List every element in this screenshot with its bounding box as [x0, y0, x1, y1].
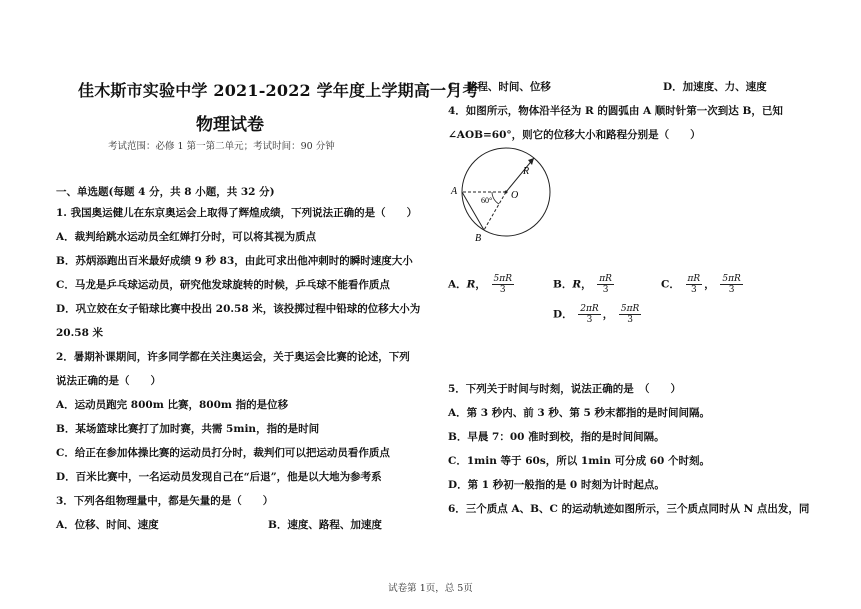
question-4-cont: ∠AOB=60°，则它的位移大小和路程分别是（ ）: [448, 129, 701, 141]
question-1-option-d-cont: 20.58 米: [56, 327, 104, 339]
frac-den: 3: [691, 285, 697, 295]
question-3-option-b: B．速度、路程、加速度: [268, 519, 382, 531]
frac-num: 5πR: [493, 274, 512, 284]
frac-num: 2πR: [580, 304, 599, 314]
option-b-comma: ，: [581, 278, 592, 291]
option-b-r: R: [572, 278, 582, 291]
question-1-option-c: C．马龙是乒乓球运动员，研究他发球旋转的时候，乒乓球不能看作质点: [56, 279, 390, 291]
question-5: 5．下列关于时间与时刻，说法正确的是 （ ）: [448, 383, 682, 395]
question-2-option-d: D．百米比赛中，一名运动员发现自己在“后退”，他是以大地为参考系: [56, 471, 382, 483]
angle-arc: [492, 192, 499, 204]
page-footer: 试卷第 1页，总 5页: [388, 583, 473, 594]
question-5-option-a: A．第 3 秒内、前 3 秒、第 5 秒末都指的是时间间隔。: [448, 407, 710, 419]
exam-subtitle: 物理试卷: [196, 115, 264, 135]
label-o: O: [511, 190, 519, 201]
option-c-comma: ，: [704, 278, 715, 291]
question-5-option-c: C．1min 等于 60s，所以 1min 可分成 60 个时刻。: [448, 455, 711, 467]
option-b-fraction: [597, 274, 614, 295]
question-3-option-a: A．位移、时间、速度: [56, 519, 159, 531]
question-2-cont: 说法正确的是（ ）: [56, 375, 161, 387]
label-a: A: [451, 186, 458, 197]
exam-title: 佳木斯市实验中学 2021-2022 学年度上学期高一月考: [78, 81, 479, 100]
question-2-option-a: A．运动员跑完 800m 比赛，800m 指的是位移: [56, 399, 289, 411]
section-heading: 一、单选题(每题 4 分，共 8 小题，共 32 分): [56, 186, 275, 198]
option-b-label: B．: [553, 278, 573, 291]
center-point: [505, 191, 508, 194]
option-a-r: R: [466, 278, 476, 291]
option-d-comma: ，: [602, 308, 614, 321]
frac-den: 3: [627, 315, 633, 325]
label-b: B: [475, 233, 482, 244]
question-2-option-b: B．某场篮球比赛打了加时赛，共需 5min，指的是时间: [56, 423, 320, 435]
question-1-option-d: D．巩立姣在女子铅球比赛中投出 20.58 米，该投掷过程中铅球的位移大小为: [56, 303, 421, 315]
option-a-fraction: [492, 274, 514, 295]
question-4-option-c: [661, 274, 745, 295]
radius-r: [506, 158, 534, 192]
question-4: 4．如图所示，物体沿半径为 R 的圆弧由 A 顺时针第一次到达 B，已知: [448, 105, 783, 117]
option-d-fraction-2: [619, 304, 641, 325]
frac-num: πR: [599, 274, 612, 284]
question-4-option-d: [553, 304, 643, 325]
option-a-label: A．: [448, 278, 467, 291]
option-c-fraction-1: [686, 274, 703, 295]
question-2: 2．暑期补课期间，许多同学都在关注奥运会，关于奥运会比赛的论述，下列: [56, 351, 410, 363]
label-angle: 60°: [481, 196, 493, 205]
frac-den: 3: [499, 285, 506, 295]
option-d-label: D．: [553, 308, 573, 321]
frac-num: 5πR: [620, 304, 640, 314]
question-3-option-d: D．加速度、力、速度: [663, 81, 767, 93]
circle-arc-figure: [448, 146, 558, 246]
frac-den: 3: [586, 315, 593, 325]
option-d-fraction-1: [578, 304, 600, 325]
question-1-option-b: B．苏炳添跑出百米最好成绩 9 秒 83，由此可求出他冲刺时的瞬时速度大小: [56, 255, 413, 267]
option-c-fraction-2: [720, 274, 742, 295]
frac-num: πR: [687, 274, 701, 284]
question-4-option-b: [553, 274, 616, 295]
frac-num: 5πR: [722, 274, 741, 284]
label-r: R: [523, 166, 530, 177]
question-6: 6．三个质点 A、B、C 的运动轨迹如图所示，三个质点同时从 N 点出发，同: [448, 503, 810, 515]
question-3-option-c: C．路程、时间、位移: [448, 81, 551, 93]
option-c-label: C．: [661, 278, 680, 291]
exam-scope: 考试范围：必修 1 第一第二单元；考试时间：90 分钟: [108, 141, 335, 152]
question-1-option-a: A．裁判给跳水运动员全红婵打分时，可以将其视为质点: [56, 231, 317, 243]
question-5-option-b: B．早晨 7：00 准时到校，指的是时间间隔。: [448, 431, 665, 443]
option-a-comma: ，: [475, 278, 486, 291]
question-5-option-d: D．第 1 秒初一般指的是 0 时刻为计时起点。: [448, 479, 665, 491]
question-3: 3．下列各组物理量中，都是矢量的是（ ）: [56, 495, 274, 507]
question-2-option-c: C．给正在参加体操比赛的运动员打分时，裁判们可以把运动员看作质点: [56, 447, 390, 459]
question-4-option-a: [448, 274, 516, 295]
frac-den: 3: [728, 285, 735, 295]
question-1: 1. 我国奥运健儿在东京奥运会上取得了辉煌成绩，下列说法正确的是（ ）: [56, 207, 418, 219]
frac-den: 3: [602, 285, 609, 295]
